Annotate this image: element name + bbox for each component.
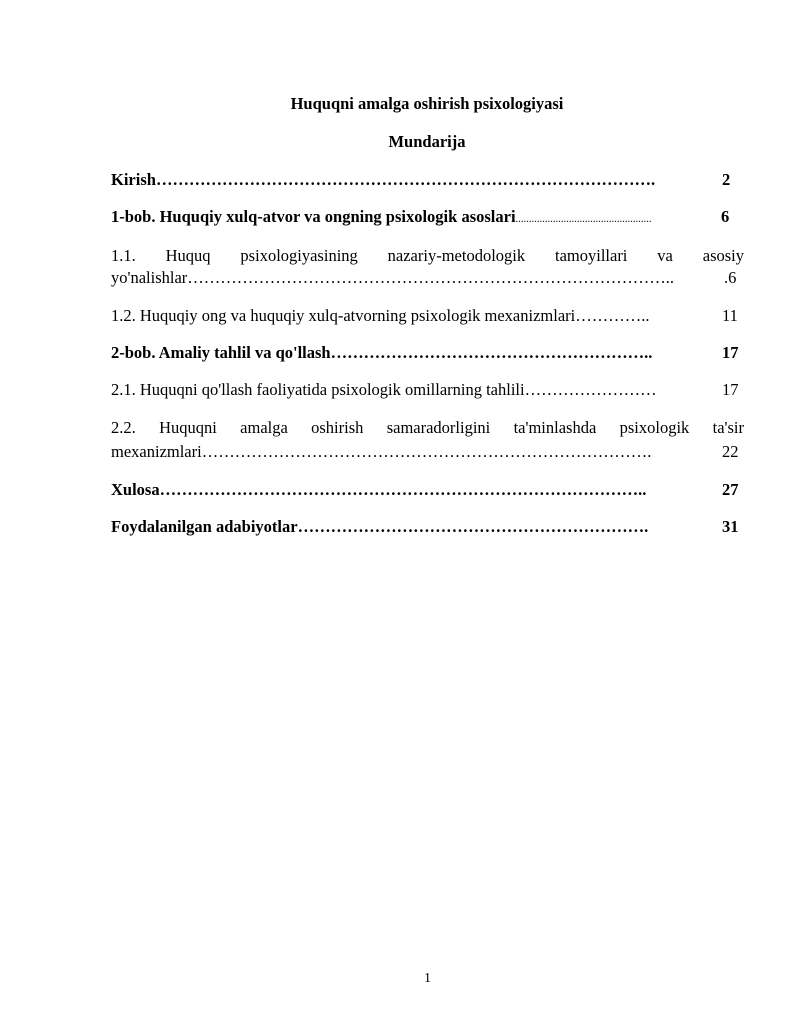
toc-entry-label: Kirish — [111, 170, 156, 189]
toc-entry-section-2-1 — [111, 380, 716, 400]
toc-page-number: 17 — [722, 380, 739, 399]
toc-entry-chapter-2 — [111, 343, 716, 363]
toc-entry-section-1-2 — [111, 306, 711, 326]
toc-entry-adabiyotlar — [111, 517, 709, 537]
toc-entry-label: Foydalanilgan adabiyotlar — [111, 517, 298, 536]
toc-entry-xulosa — [111, 480, 707, 500]
toc-leader-dots: …………………………………………… — [515, 215, 652, 224]
page-number-footer: 1 — [424, 971, 431, 986]
toc-leader-dots: ………………………………………………………. — [297, 517, 649, 536]
toc-entry-section-1-1-line2 — [111, 268, 726, 288]
toc-entry-section-2-2-line1: 2.2. Huquqni amalga oshirish samaradorligini ta'minlashda psixologik ta'sir — [111, 418, 744, 437]
toc-entry-label: 1-bob. Huquqiy xulq-atvor va ongning psixologik asoslari — [111, 207, 516, 226]
toc-entry-label: 2.1. Huquqni qo'llash faoliyatida psixologik omillarning tahlili — [111, 380, 525, 399]
toc-entry-section-2-2-line2 — [111, 442, 714, 462]
toc-page-number: 2 — [722, 170, 731, 189]
toc-page-number: 31 — [722, 517, 739, 536]
toc-leader-dots: ………………………………………………….. — [330, 343, 653, 362]
toc-page-number: 27 — [722, 480, 739, 499]
toc-leader-dots: …………………………………………………………………………….. — [159, 480, 647, 499]
toc-entry-chapter-1 — [111, 207, 744, 230]
toc-page-number: 11 — [722, 306, 738, 325]
toc-entry-label: yo'nalishlar — [111, 268, 188, 287]
toc-page-number: .6 — [724, 268, 737, 287]
toc-leader-dots: ………………………………………………………………………………. — [155, 170, 656, 189]
toc-entry-section-1-1-line1: 1.1. Huquq psixologiyasining nazariy-metodologik tamoyillari va asosiy — [111, 246, 744, 265]
toc-entry-label: 2-bob. Amaliy tahlil va qo'llash — [111, 343, 331, 362]
toc-leader-dots: …………………………………………………………………………….. — [187, 268, 675, 287]
toc-page-number: 17 — [722, 343, 739, 362]
toc-heading: Mundarija — [388, 132, 466, 151]
toc-entry-kirish — [111, 170, 744, 190]
toc-leader-dots: ………………………………………………………………………. — [201, 442, 652, 461]
toc-entry-label: 1.2. Huquqiy ong va huquqiy xulq-atvorning psixologik mexanizmlari — [111, 306, 576, 325]
toc-page-number: 22 — [722, 442, 739, 461]
toc-leader-dots: …………………… — [524, 380, 657, 399]
toc-entry-label: Xulosa — [111, 480, 160, 499]
toc-entry-label: mexanizmlari — [111, 442, 202, 461]
toc-page-number: 6 — [721, 207, 730, 226]
toc-leader-dots: ………….. — [575, 306, 650, 325]
document-title: Huquqni amalga oshirish psixologiyasi — [290, 94, 564, 113]
